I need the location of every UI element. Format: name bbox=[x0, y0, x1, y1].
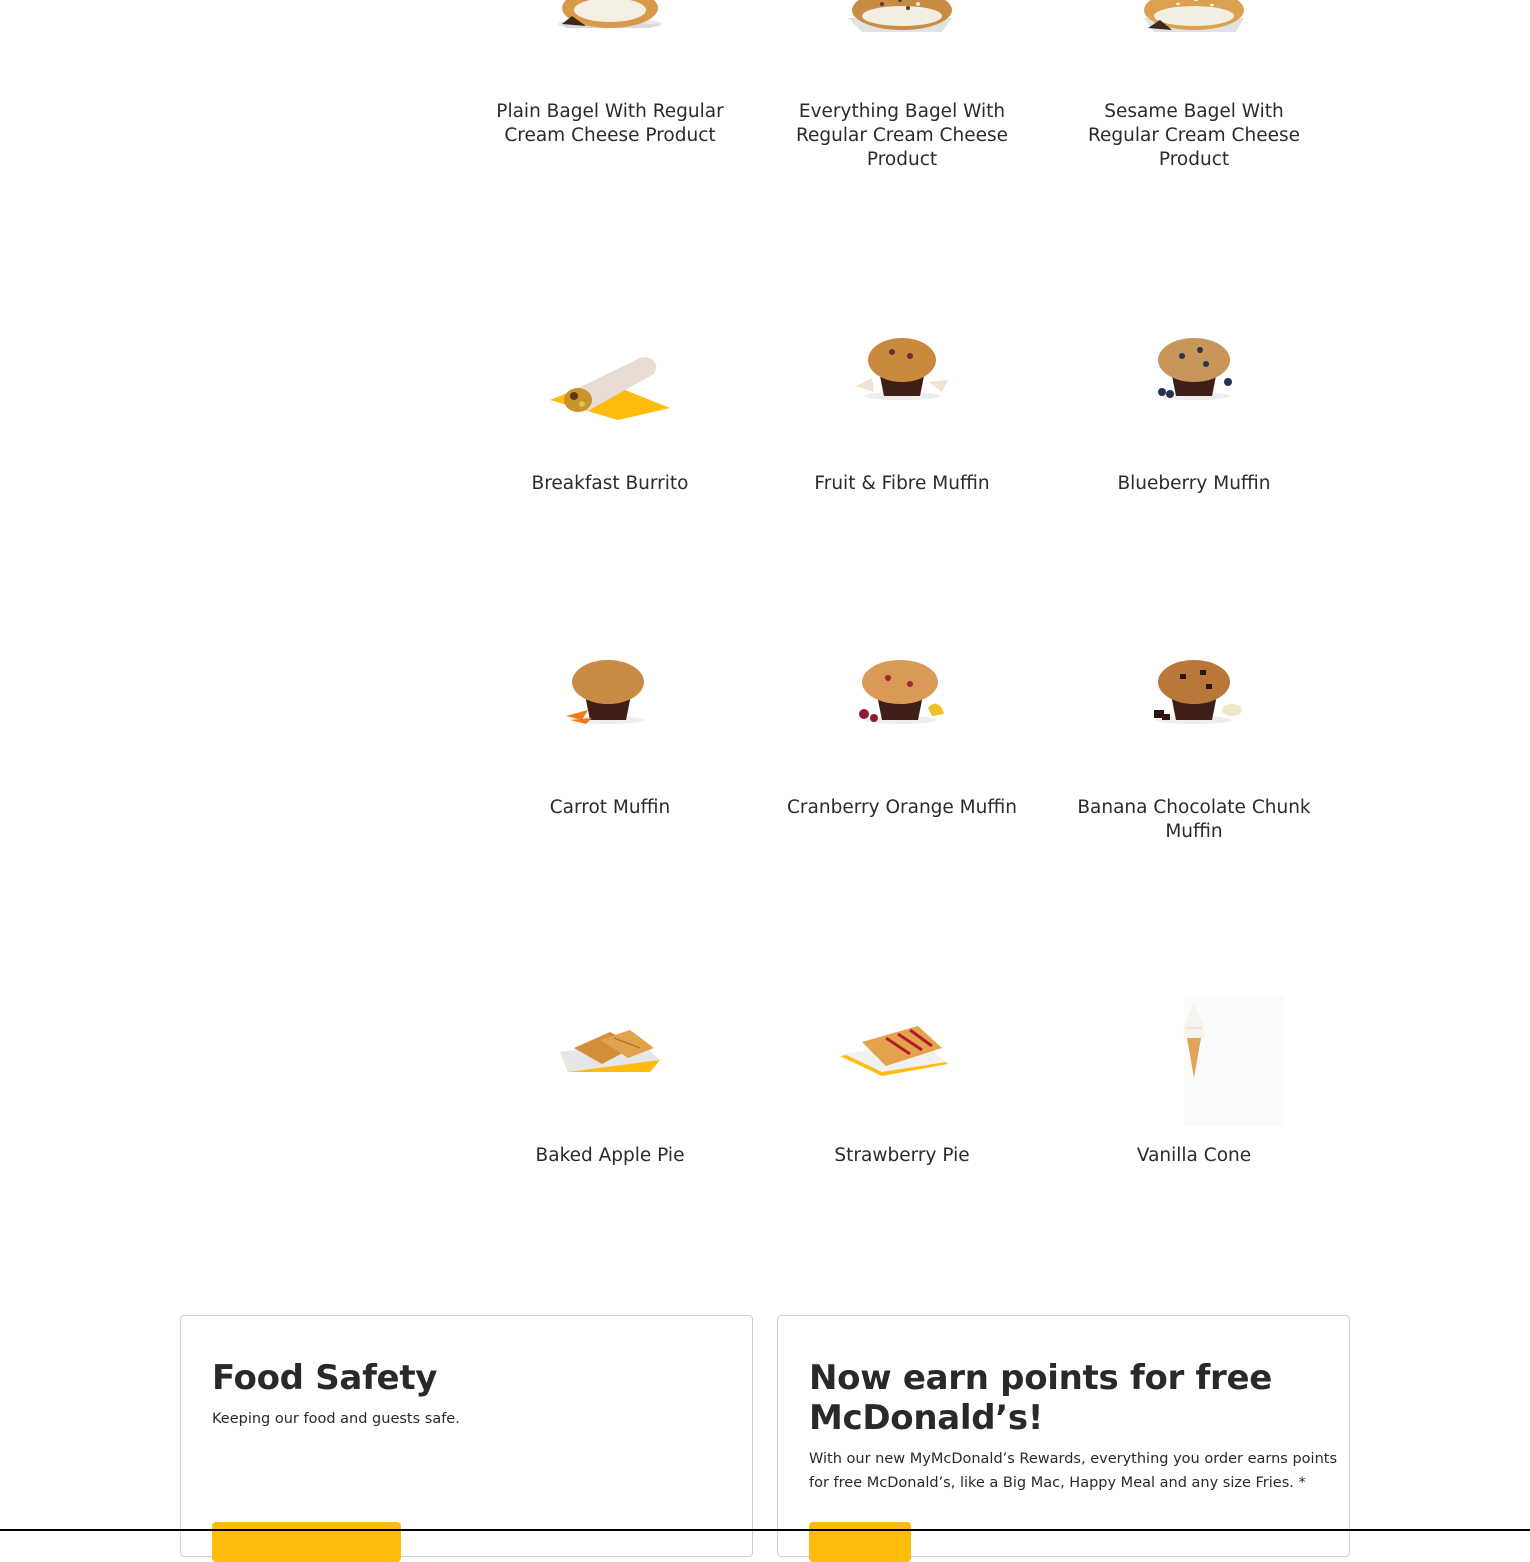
everything-bagel-image bbox=[782, 0, 1022, 32]
food-safety-card bbox=[180, 1315, 753, 1557]
banana-chocolate-chunk-muffin-image bbox=[1074, 644, 1314, 784]
cranberry-orange-muffin-image bbox=[782, 644, 1022, 784]
menu-item-name: Fruit & Fibre Muffin bbox=[814, 473, 990, 494]
baked-apple-pie-image bbox=[490, 992, 730, 1132]
food-safety-title: Food Safety bbox=[212, 1358, 438, 1398]
menu-item-name: Cranberry Orange Muffin bbox=[787, 797, 1017, 818]
food-safety-description: Keeping our food and guests safe. bbox=[212, 1411, 460, 1427]
menu-item-name: Plain Bagel With Regular Cream Cheese Product bbox=[496, 101, 724, 146]
rewards-title bbox=[809, 1358, 1272, 1438]
rewards-title-line2: McDonald’s! bbox=[809, 1398, 1044, 1438]
rewards-description-line2: for free McDonald’s, like a Big Mac, Happy Meal and any size Fries. * bbox=[809, 1475, 1306, 1491]
blueberry-muffin-image bbox=[1074, 320, 1314, 460]
rewards-cta-button[interactable] bbox=[809, 1522, 911, 1562]
menu-item-name: Everything Bagel With Regular Cream Cheese Product bbox=[795, 101, 1008, 170]
breakfast-burrito-image bbox=[490, 320, 730, 460]
sesame-bagel-image bbox=[1074, 0, 1314, 32]
carrot-muffin-image bbox=[490, 644, 730, 784]
rewards-description-line1: With our new MyMcDonald’s Rewards, everything you order earns points bbox=[809, 1451, 1338, 1467]
food-safety-learn-more-button[interactable] bbox=[212, 1522, 401, 1562]
vanilla-cone-image bbox=[1074, 992, 1314, 1132]
fruit-fibre-muffin-image bbox=[782, 320, 1022, 460]
rewards-description bbox=[809, 1447, 1337, 1495]
menu-item-name: Breakfast Burrito bbox=[531, 473, 689, 494]
menu-item-name: Sesame Bagel With Regular Cream Cheese Product bbox=[1087, 101, 1300, 170]
strawberry-pie-image bbox=[782, 992, 1022, 1132]
menu-item-name: Vanilla Cone bbox=[1136, 1145, 1252, 1166]
menu-item-name: Banana Chocolate Chunk Muffin bbox=[1077, 797, 1311, 842]
plain-bagel-image bbox=[490, 0, 730, 28]
menu-item-name: Carrot Muffin bbox=[549, 797, 671, 818]
menu-item-name: Strawberry Pie bbox=[834, 1145, 970, 1166]
menu-item-name: Blueberry Muffin bbox=[1117, 473, 1271, 494]
menu-item-name: Baked Apple Pie bbox=[535, 1145, 685, 1166]
rewards-title-line1: Now earn points for free bbox=[809, 1358, 1272, 1398]
rewards-card bbox=[777, 1315, 1350, 1557]
